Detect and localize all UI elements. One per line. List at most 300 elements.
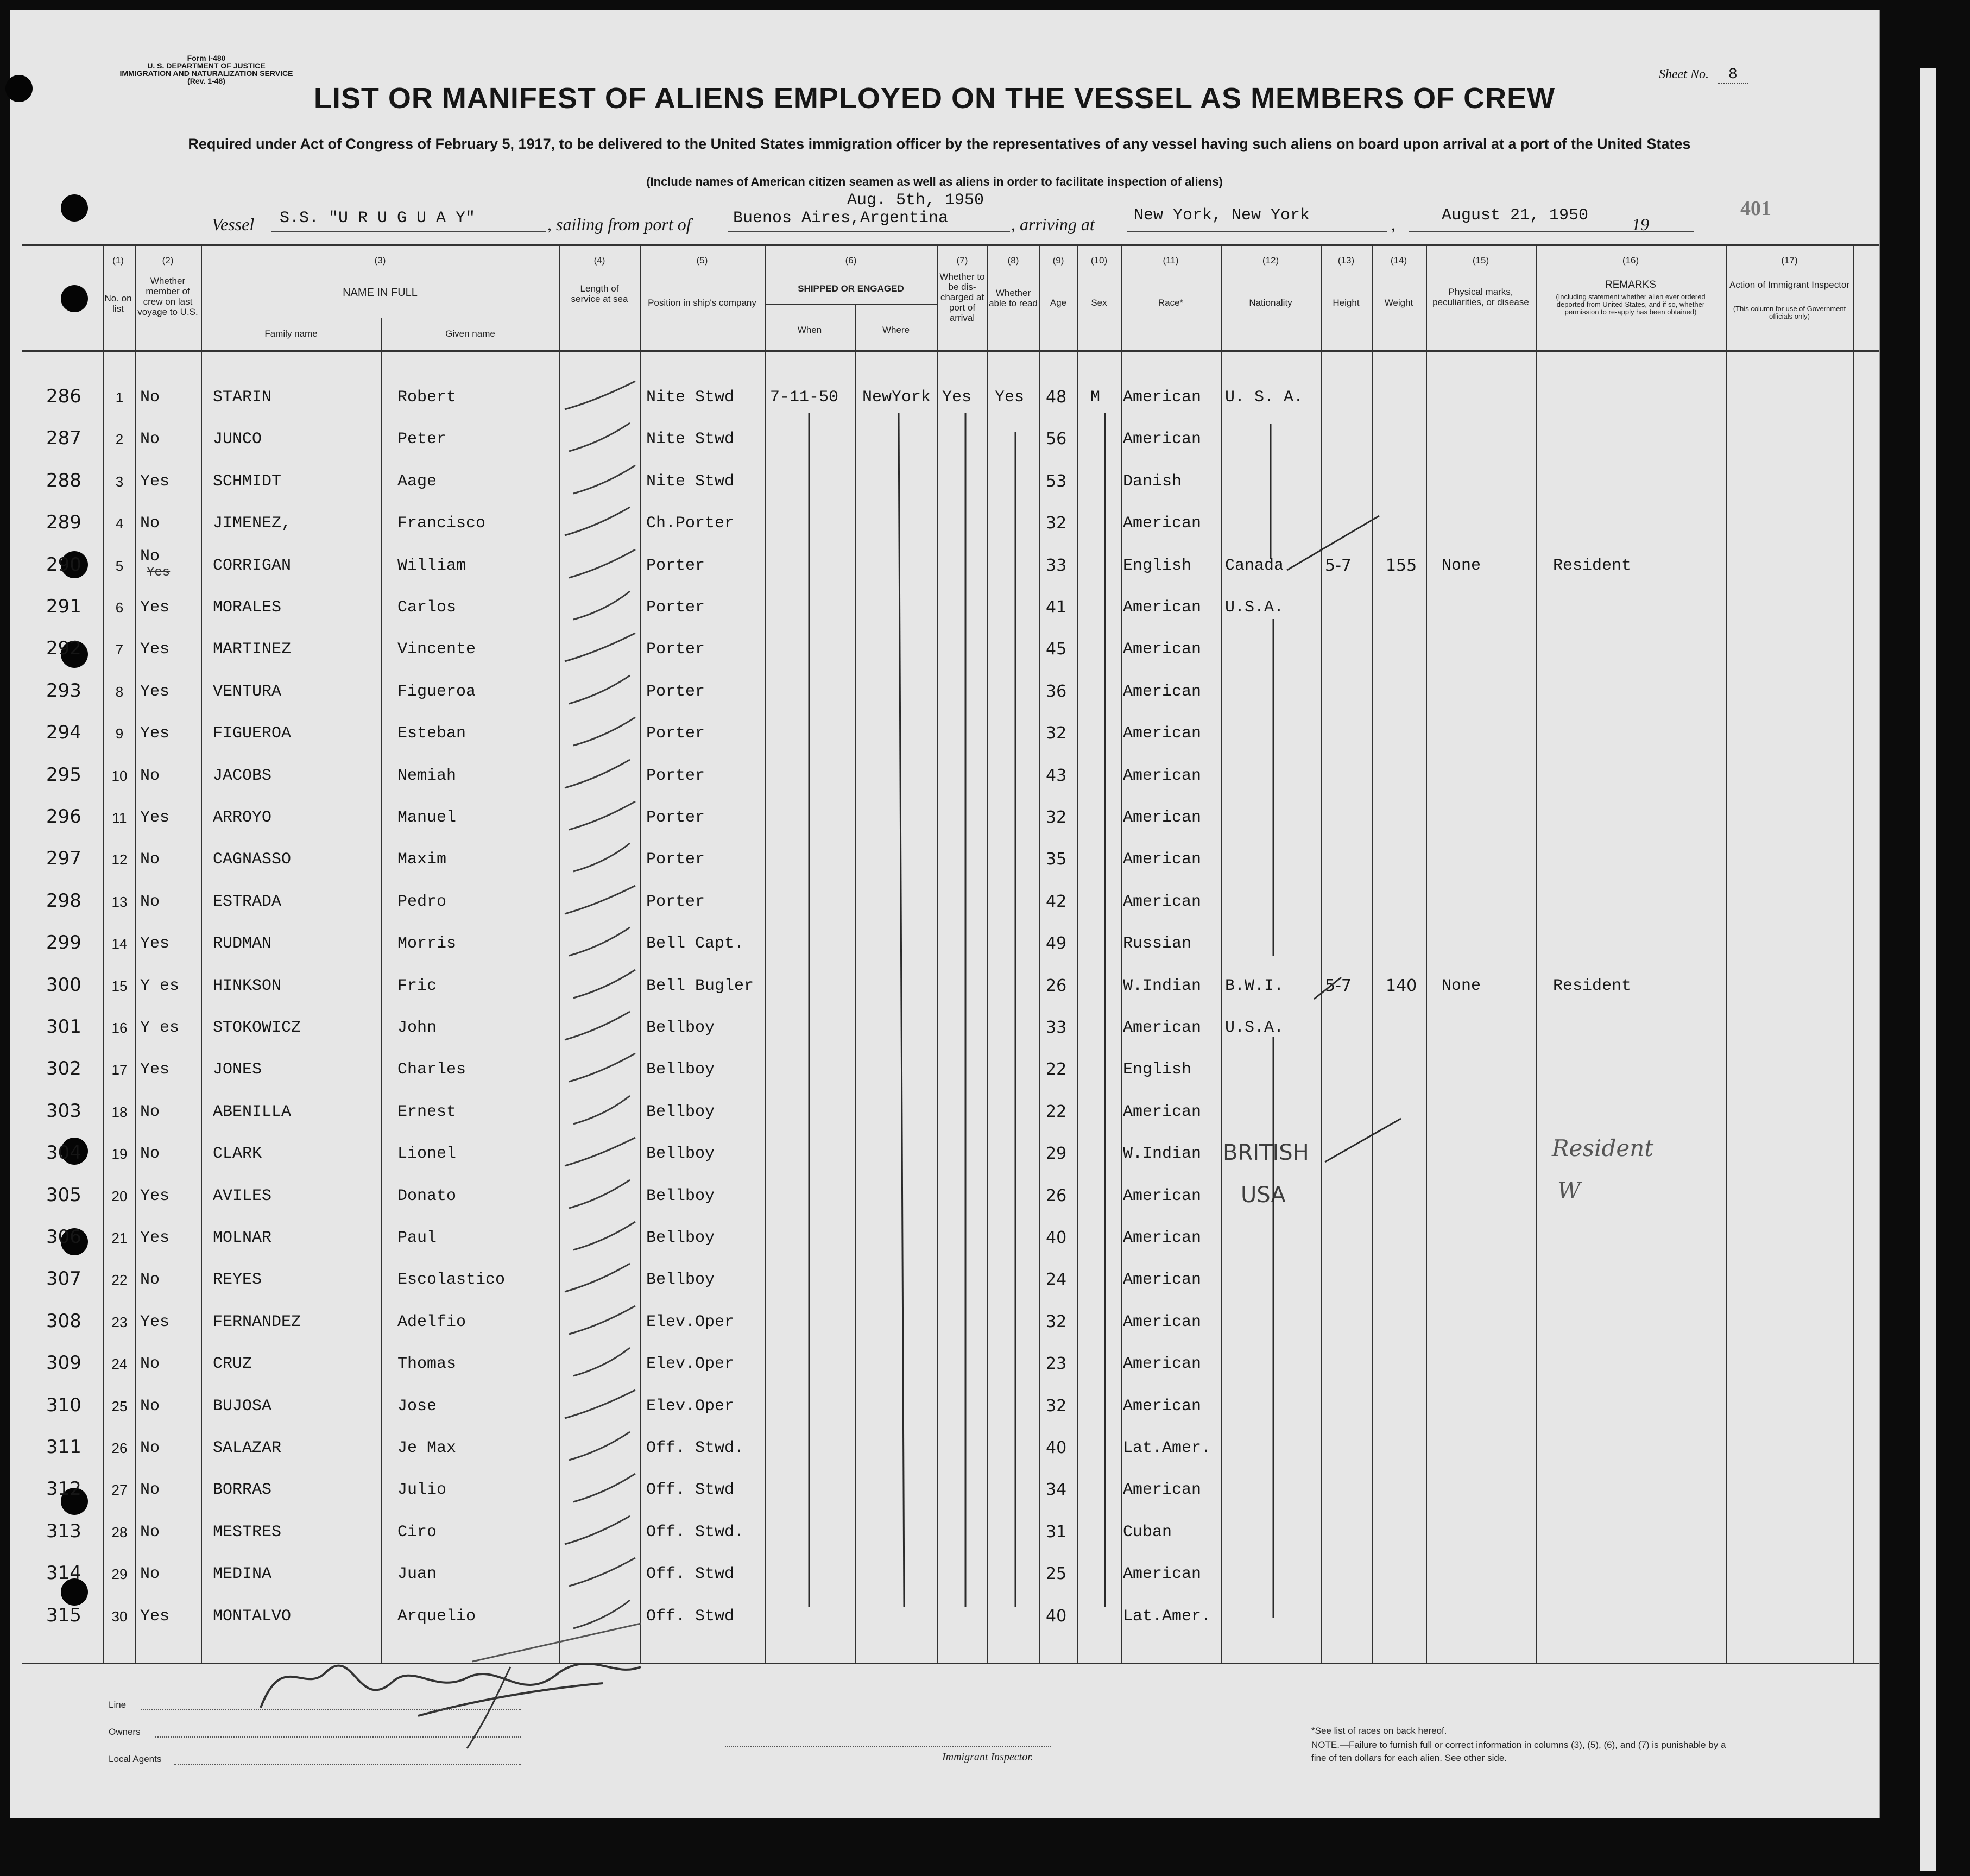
- row-family-name: STOKOWICZ: [213, 1019, 301, 1037]
- row-age: 56: [1046, 429, 1067, 449]
- row-position: Elev.Oper: [646, 1397, 735, 1416]
- row-shipped-where: NewYork: [862, 388, 931, 407]
- row-race: American: [1123, 850, 1202, 869]
- row-position: Bellboy: [646, 1019, 715, 1037]
- col9-number: (9): [1052, 255, 1064, 266]
- row-family-name: REYES: [213, 1271, 262, 1289]
- row-position: Porter: [646, 893, 705, 911]
- row-list-number: 20: [111, 1188, 128, 1204]
- row-position: Porter: [646, 724, 705, 743]
- row-list-number: 16: [111, 1020, 128, 1036]
- row-crew-member: No: [140, 893, 160, 911]
- row-position: Bellboy: [646, 1229, 715, 1247]
- row-ref-number: 300: [46, 974, 81, 996]
- row-race: W.Indian: [1123, 1145, 1202, 1163]
- row-crew-member: Yes: [140, 598, 170, 617]
- departure-port: Buenos Aires,Argentina: [733, 209, 949, 228]
- row-nationality: U.S.A.: [1225, 598, 1284, 617]
- row-family-name: MESTRES: [213, 1523, 282, 1542]
- row-ref-number: 315: [46, 1605, 81, 1626]
- row-list-number: 22: [111, 1272, 128, 1288]
- row-race: American: [1123, 1229, 1202, 1247]
- col3-number: (3): [374, 255, 386, 266]
- row-ref-number: 306: [46, 1226, 81, 1248]
- row-position: Porter: [646, 683, 705, 701]
- row-list-number: 21: [111, 1230, 128, 1246]
- col16-number: (16): [1622, 255, 1639, 266]
- row-list-number: 12: [111, 851, 128, 868]
- binder-hole: [61, 194, 88, 222]
- row-position: Bellboy: [646, 1145, 715, 1163]
- row-given-name: Arquelio: [397, 1607, 476, 1626]
- row-age: 34: [1046, 1480, 1067, 1499]
- row-family-name: BUJOSA: [213, 1397, 272, 1416]
- row-list-number: 4: [115, 515, 124, 532]
- row-given-name: Jose: [397, 1397, 437, 1416]
- row-discharged: Yes: [942, 388, 972, 407]
- row-position: Porter: [646, 808, 705, 827]
- row-race: American: [1123, 683, 1202, 701]
- row-crew-member: Yes: [140, 808, 170, 827]
- row-given-name: Charles: [397, 1060, 466, 1079]
- row-age: 40: [1046, 1228, 1067, 1247]
- row-family-name: CAGNASSO: [213, 850, 292, 869]
- row-crew-member: Yes: [140, 640, 170, 659]
- row-list-number: 10: [111, 768, 128, 784]
- adjacent-page-strip: [1920, 68, 1936, 1871]
- row-family-name: SALAZAR: [213, 1439, 282, 1457]
- col10-number: (10): [1090, 255, 1108, 266]
- row-position: Bellboy: [646, 1187, 715, 1205]
- row-age: 53: [1046, 472, 1067, 491]
- row-ref-number: 310: [46, 1394, 81, 1416]
- row-age: 35: [1046, 850, 1067, 869]
- row-given-name: Julio: [397, 1481, 447, 1499]
- row-given-name: Thomas: [397, 1355, 457, 1373]
- row-given-name: Fric: [397, 977, 437, 995]
- row-position: Off. Stwd: [646, 1565, 735, 1583]
- row-list-number: 2: [115, 431, 124, 447]
- row-position: Elev.Oper: [646, 1355, 735, 1373]
- row-ref-number: 298: [46, 890, 81, 912]
- col3-header: NAME IN FULL: [343, 287, 418, 299]
- row-ref-number: 303: [46, 1100, 81, 1122]
- col2-header: Whether member of crew on last voyage to U.S.: [137, 276, 198, 317]
- form-identifier: [103, 54, 310, 85]
- row-shipped-when: 7-11-50: [770, 388, 839, 407]
- form-revision: (Rev. 1-48): [187, 77, 225, 85]
- row-race: American: [1123, 598, 1202, 617]
- row-list-number: 29: [111, 1566, 128, 1582]
- row-given-name: Escolastico: [397, 1271, 506, 1289]
- row-crew-member: No: [140, 430, 160, 449]
- row-position: Bellboy: [646, 1271, 715, 1289]
- include-note: (Include names of American citizen seamen as well as aliens in order to facilitate inspection of aliens): [646, 175, 1223, 188]
- row-race: American: [1123, 1313, 1202, 1331]
- row-race: American: [1123, 808, 1202, 827]
- row-family-name: AVILES: [213, 1187, 272, 1205]
- row-remarks: Resident: [1553, 557, 1632, 575]
- row-list-number: 15: [111, 978, 128, 994]
- row-list-number: 17: [111, 1062, 128, 1078]
- row-crew-member: Yes: [140, 1229, 170, 1247]
- row-list-number: 13: [111, 894, 128, 910]
- footer-line-label: Line: [109, 1700, 127, 1710]
- row-given-name: Robert: [397, 388, 457, 407]
- footer-agents-label: Local Agents: [109, 1754, 162, 1764]
- row-given-name: Je Max: [397, 1439, 457, 1457]
- row-nationality: U. S. A.: [1225, 388, 1304, 407]
- row-given-name: Nemiah: [397, 767, 457, 785]
- row-able-to-read: Yes: [995, 388, 1025, 407]
- row-given-name: Lionel: [397, 1145, 457, 1163]
- row-race: Lat.Amer.: [1123, 1607, 1211, 1626]
- row-ref-number: 296: [46, 806, 81, 828]
- row-age: 45: [1046, 640, 1067, 659]
- row-nationality-handwritten: BRITISH: [1223, 1140, 1309, 1165]
- row-crew-member: Yes: [140, 683, 170, 701]
- row-race: Cuban: [1123, 1523, 1172, 1542]
- col12-header: Nationality: [1249, 298, 1292, 308]
- row-race: American: [1123, 1355, 1202, 1373]
- row-family-name: RUDMAN: [213, 934, 272, 953]
- row-crew-member: Yes: [140, 724, 170, 743]
- row-given-name: Ciro: [397, 1523, 437, 1542]
- arrival-date: August 21, 1950: [1442, 206, 1589, 225]
- row-crew-member: No: [140, 1481, 160, 1499]
- col4-header: Length of service at sea: [571, 283, 628, 304]
- row-ref-number: 293: [46, 680, 81, 702]
- row-remarks: Resident: [1553, 977, 1632, 995]
- col9-header: Age: [1050, 298, 1067, 308]
- row-crew-member: Yes: [140, 472, 170, 491]
- row-crew-member: No: [140, 1565, 160, 1583]
- row-age: 40: [1046, 1607, 1067, 1626]
- row-nationality: Canada: [1225, 557, 1284, 575]
- row-position: Off. Stwd: [646, 1481, 735, 1499]
- col4-number: (4): [593, 255, 605, 266]
- row-age: 23: [1046, 1354, 1067, 1373]
- row-family-name: MOLNAR: [213, 1229, 272, 1247]
- row-race: Lat.Amer.: [1123, 1439, 1211, 1457]
- col5-number: (5): [696, 255, 708, 266]
- row-position: Bell Bugler: [646, 977, 754, 995]
- row-given-name: Francisco: [397, 514, 486, 533]
- arrival-port: New York, New York: [1134, 206, 1310, 225]
- row-age: 40: [1046, 1438, 1067, 1457]
- row-race: Danish: [1123, 472, 1182, 491]
- row-race: English: [1123, 1060, 1192, 1079]
- stamp-number: 401: [1740, 197, 1771, 220]
- row-position: Nite Stwd: [646, 430, 735, 449]
- col6-when-header: When: [797, 325, 822, 335]
- col7-number: (7): [956, 255, 968, 266]
- form-number: Form I-480: [187, 54, 226, 62]
- form-service: IMMIGRATION AND NATURALIZATION SERVICE: [119, 69, 293, 78]
- row-height: 5-7: [1325, 976, 1352, 995]
- row-given-name: Carlos: [397, 598, 457, 617]
- row-remarks-handwritten: Resident: [1552, 1135, 1654, 1161]
- row-age: 32: [1046, 724, 1067, 743]
- row-position: Porter: [646, 640, 705, 659]
- year-label: 19: [1632, 214, 1649, 234]
- row-crew-member: Yes: [140, 1187, 170, 1205]
- row-race: American: [1123, 1103, 1202, 1121]
- row-list-number: 23: [111, 1314, 128, 1330]
- page-subtitle: Required under Act of Congress of February 5, 1917, to be delivered to the United States immigration officer by the representatives of any vessel having such aliens on board upon arrival at a port of the United States: [188, 136, 1691, 152]
- row-age: 32: [1046, 514, 1067, 533]
- row-crew-member: No: [140, 388, 160, 407]
- row-family-name: FERNANDEZ: [213, 1313, 301, 1331]
- comma-label: ,: [1391, 214, 1396, 234]
- row-crew-member: No: [140, 1523, 160, 1542]
- row-family-name: CORRIGAN: [213, 557, 292, 575]
- row-crew-member: No: [140, 1271, 160, 1289]
- col3-given-header: Given name: [445, 329, 495, 339]
- row-ref-number: 307: [46, 1268, 81, 1290]
- row-remarks-handwritten: W: [1557, 1177, 1581, 1204]
- row-crew-member: No: [140, 547, 160, 566]
- row-position: Porter: [646, 598, 705, 617]
- row-age: 25: [1046, 1564, 1067, 1583]
- row-crew-member: No: [140, 1103, 160, 1121]
- row-position: Off. Stwd.: [646, 1439, 744, 1457]
- row-position: Bellboy: [646, 1103, 715, 1121]
- sheet-number-label: Sheet No.: [1659, 67, 1709, 81]
- row-family-name: HINKSON: [213, 977, 282, 995]
- row-crew-member: No: [140, 1397, 160, 1416]
- col15-header: Physical marks, peculiarities, or disease: [1432, 287, 1529, 307]
- row-height: 5-7: [1325, 556, 1352, 575]
- row-race: American: [1123, 430, 1202, 449]
- row-given-name: Morris: [397, 934, 457, 953]
- row-race: Russian: [1123, 934, 1192, 953]
- row-ref-number: 287: [46, 427, 81, 449]
- col5-header: Position in ship's company: [648, 298, 756, 308]
- row-family-name: SCHMIDT: [213, 472, 282, 491]
- row-age: 31: [1046, 1523, 1067, 1542]
- row-crew-member: Y es: [140, 977, 180, 995]
- row-ref-number: 288: [46, 470, 81, 491]
- row-given-name: Juan: [397, 1565, 437, 1583]
- row-ref-number: 308: [46, 1310, 81, 1332]
- row-age: 49: [1046, 934, 1067, 953]
- row-crew-member: No: [140, 1145, 160, 1163]
- row-age: 48: [1046, 388, 1067, 407]
- row-list-number: 25: [111, 1398, 128, 1414]
- row-given-name: Adelfio: [397, 1313, 466, 1331]
- col16-header: REMARKS: [1605, 279, 1656, 290]
- row-family-name: STARIN: [213, 388, 272, 407]
- row-list-number: 27: [111, 1482, 128, 1498]
- row-position: Bellboy: [646, 1060, 715, 1079]
- row-family-name: BORRAS: [213, 1481, 272, 1499]
- row-race: American: [1123, 514, 1202, 533]
- row-given-name: Ernest: [397, 1103, 457, 1121]
- row-family-name: ARROYO: [213, 808, 272, 827]
- row-ref-number: 292: [46, 637, 81, 659]
- row-list-number: 26: [111, 1440, 128, 1456]
- row-family-name: MEDINA: [213, 1565, 272, 1583]
- row-race: American: [1123, 1565, 1202, 1583]
- row-age: 26: [1046, 976, 1067, 995]
- row-crew-member: No: [140, 1439, 160, 1457]
- row-given-name: William: [397, 557, 466, 575]
- row-ref-number: 302: [46, 1058, 81, 1079]
- col6-header: SHIPPED OR ENGAGED: [798, 283, 904, 294]
- col12-number: (12): [1262, 255, 1279, 266]
- row-age: 24: [1046, 1270, 1067, 1289]
- row-family-name: JACOBS: [213, 767, 272, 785]
- row-family-name: FIGUEROA: [213, 724, 292, 743]
- row-race: American: [1123, 767, 1202, 785]
- row-position: Porter: [646, 850, 705, 869]
- row-crew-member: No: [140, 514, 160, 533]
- race-note: *See list of races on back hereof.: [1311, 1726, 1447, 1736]
- row-ref-number: 299: [46, 932, 81, 953]
- row-position: Porter: [646, 557, 705, 575]
- row-given-name: John: [397, 1019, 437, 1037]
- row-list-number: 6: [115, 599, 124, 616]
- row-age: 32: [1046, 1312, 1067, 1331]
- sheet-number: [1659, 66, 1748, 83]
- row-list-number: 3: [115, 473, 124, 490]
- col14-number: (14): [1390, 255, 1407, 266]
- row-race: American: [1123, 893, 1202, 911]
- row-crew-member: Y es: [140, 1019, 180, 1037]
- row-ref-number: 305: [46, 1184, 81, 1206]
- row-crew-member: No: [140, 850, 160, 869]
- row-age: 33: [1046, 556, 1067, 575]
- row-position: Porter: [646, 767, 705, 785]
- row-ref-number: 313: [46, 1520, 81, 1542]
- row-ref-number: 309: [46, 1352, 81, 1374]
- row-ref-number: 295: [46, 764, 81, 786]
- row-race: American: [1123, 1271, 1202, 1289]
- row-race: American: [1123, 724, 1202, 743]
- row-family-name: ESTRADA: [213, 893, 282, 911]
- row-age: 32: [1046, 1397, 1067, 1416]
- sailing-label: , sailing from port of: [547, 214, 691, 234]
- row-ref-number: 290: [46, 554, 81, 576]
- col13-number: (13): [1337, 255, 1355, 266]
- row-family-name: JIMENEZ,: [213, 514, 292, 533]
- col1-number: (1): [112, 255, 124, 266]
- col13-header: Height: [1333, 298, 1360, 308]
- row-race: American: [1123, 640, 1202, 659]
- row-family-name: JONES: [213, 1060, 262, 1079]
- row-age: 36: [1046, 682, 1067, 701]
- binder-hole: [61, 285, 88, 312]
- col3-family-header: Family name: [264, 329, 318, 339]
- col17-number: (17): [1781, 255, 1798, 266]
- row-ref-number: 314: [46, 1562, 81, 1584]
- row-list-number: 30: [111, 1608, 128, 1625]
- row-list-number: 7: [115, 641, 124, 658]
- row-ref-number: 297: [46, 848, 81, 869]
- row-list-number: 19: [111, 1146, 128, 1162]
- col8-number: (8): [1007, 255, 1019, 266]
- vessel-label: Vessel: [212, 214, 255, 234]
- col10-header: Sex: [1091, 298, 1107, 308]
- sheet-number-value: 8: [1718, 66, 1748, 84]
- row-position: Elev.Oper: [646, 1313, 735, 1331]
- row-given-name: Aage: [397, 472, 437, 491]
- row-race: American: [1123, 1187, 1202, 1205]
- row-position: Off. Stwd.: [646, 1523, 744, 1542]
- form-department: U. S. DEPARTMENT OF JUSTICE: [147, 61, 266, 70]
- row-race: W.Indian: [1123, 977, 1202, 995]
- col6-where-header: Where: [882, 325, 910, 335]
- row-list-number: 8: [115, 684, 124, 700]
- row-given-name: Figueroa: [397, 683, 476, 701]
- row-ref-number: 311: [46, 1436, 81, 1458]
- row-age: 41: [1046, 598, 1067, 617]
- row-given-name: Peter: [397, 430, 447, 449]
- row-nationality: U.S.A.: [1225, 1019, 1284, 1037]
- row-list-number: 28: [111, 1524, 128, 1540]
- col15-number: (15): [1472, 255, 1489, 266]
- row-ref-number: 312: [46, 1478, 81, 1500]
- col14-header: Weight: [1384, 298, 1413, 308]
- row-list-number: 9: [115, 725, 124, 742]
- row-given-name: Esteban: [397, 724, 466, 743]
- sailing-date: Aug. 5th, 1950: [847, 191, 984, 210]
- col1-header: No. on list: [104, 293, 132, 314]
- row-crew-member-struck: Yes: [147, 565, 171, 580]
- row-position: Off. Stwd: [646, 1607, 735, 1626]
- row-sex: M: [1090, 388, 1101, 407]
- row-family-name: ABENILLA: [213, 1103, 292, 1121]
- row-list-number: 24: [111, 1356, 128, 1372]
- row-weight: 155: [1386, 556, 1417, 575]
- row-age: 22: [1046, 1060, 1067, 1079]
- row-physical-marks: None: [1442, 977, 1481, 995]
- row-age: 22: [1046, 1102, 1067, 1121]
- row-position: Bell Capt.: [646, 934, 744, 953]
- row-ref-number: 289: [46, 511, 81, 533]
- row-family-name: CRUZ: [213, 1355, 252, 1373]
- row-family-name: MORALES: [213, 598, 282, 617]
- page-title: LIST OR MANIFEST OF ALIENS EMPLOYED ON THE VESSEL AS MEMBERS OF CREW: [313, 82, 1556, 115]
- row-family-name: VENTURA: [213, 683, 282, 701]
- row-ref-number: 291: [46, 596, 81, 617]
- col7-header: Whether to be dis-charged at port of arrival: [939, 271, 985, 323]
- row-age: 32: [1046, 808, 1067, 827]
- penalty-note: NOTE.—Failure to furnish full or correct information in columns (3), (5), (6), and (7) is punishable by a fine of ten dollars for each alien. See other side.: [1311, 1740, 1726, 1763]
- row-race: American: [1123, 1397, 1202, 1416]
- col6-number: (6): [845, 255, 857, 266]
- row-crew-member: No: [140, 767, 160, 785]
- row-family-name: MARTINEZ: [213, 640, 292, 659]
- row-given-name: Pedro: [397, 893, 447, 911]
- row-age: 42: [1046, 892, 1067, 911]
- col16-subheader: (Including statement whether alien ever ordered deported from United States, and if so, whether permission to re-apply has been obtained): [1556, 293, 1706, 316]
- row-ref-number: 301: [46, 1016, 81, 1038]
- row-ref-number: 304: [46, 1142, 81, 1164]
- col8-header: Whether able to read: [989, 288, 1038, 308]
- row-list-number: 11: [112, 810, 127, 826]
- row-weight: 140: [1386, 976, 1417, 995]
- row-race: American: [1123, 388, 1202, 407]
- row-age: 33: [1046, 1018, 1067, 1037]
- row-age: 29: [1046, 1144, 1067, 1163]
- row-crew-member: No: [140, 1355, 160, 1373]
- col11-number: (11): [1163, 255, 1179, 266]
- vessel-name: S.S. "U R U G U A Y": [280, 209, 476, 228]
- col17-header: Action of Immigrant Inspector: [1729, 280, 1850, 290]
- immigrant-inspector-label: Immigrant Inspector.: [942, 1751, 1033, 1763]
